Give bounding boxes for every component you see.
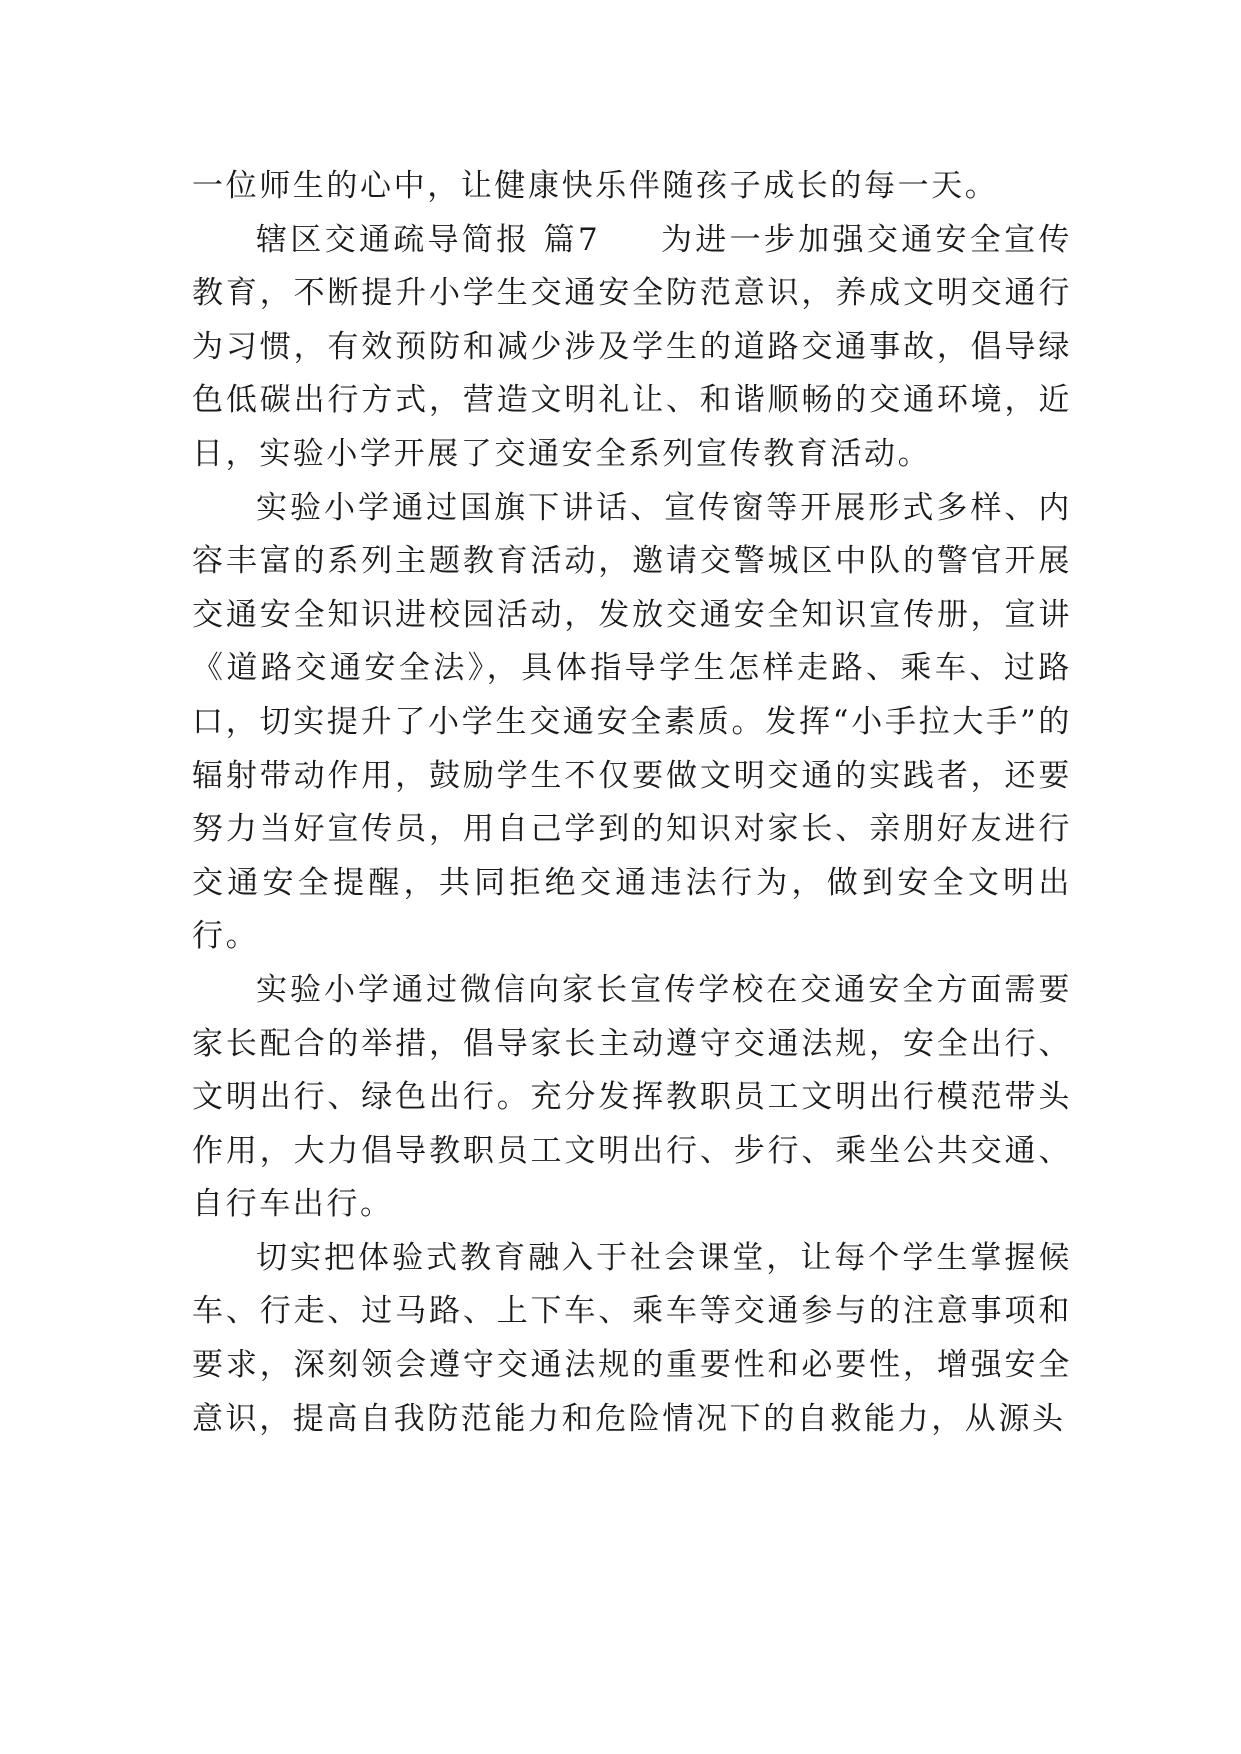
section-intro-text: 为进一步加强交通安全宣传教育，不断提升小学生交通安全防范意识，养成文明交通行为习惯，有效预防和减少涉及学生的道路交通事故，倡导绿色低碳出行方式，营造文明礼让、和谐顺畅的交通环境，近日，实验小学开展了交通安全系列宣传教育活动。	[192, 221, 1072, 472]
paragraph-campus-activities: 实验小学通过国旗下讲话、宣传窗等开展形式多样、内容丰富的系列主题教育活动，邀请交警城区中队的警官开展交通安全知识进校园活动，发放交通安全知识宣传册，宣讲《道路交通安全法》，具体指导学生怎样走路、乘车、过路口，切实提升了小学生交通安全素质。发挥“小手拉大手”的辐射带动作用，鼓励学生不仅要做文明交通的实践者，还要努力当好宣传员，用自己学到的知识对家长、亲朋好友进行交通安全提醒，共同拒绝交通违法行为，做到安全文明出行。	[192, 489, 1072, 955]
paragraph-parent-outreach: 实验小学通过微信向家长宣传学校在交通安全方面需要家长配合的举措，倡导家长主动遵守交通法规，安全出行、文明出行、绿色出行。充分发挥教职员工文明出行模范带头作用，大力倡导教职员工文明出行、步行、乘坐公共交通、自行车出行。	[192, 971, 1072, 1223]
paragraph-experiential-education: 切实把体验式教育融入于社会课堂，让每个学生掌握候车、行走、过马路、上下车、乘车等交通参与的注意事项和要求，深刻领会遵守交通法规的重要性和必要性，增强安全意识，提高自我防范能力和危险情况下的自救能力，从源头	[192, 1239, 1072, 1437]
paragraph-continuation: 一位师生的心中，让健康快乐伴随孩子成长的每一天。	[192, 168, 999, 204]
paragraph-section-7	[192, 214, 1072, 482]
section-heading: 辖区交通疏导简报 篇7	[256, 221, 601, 258]
document-body	[192, 160, 1072, 1446]
